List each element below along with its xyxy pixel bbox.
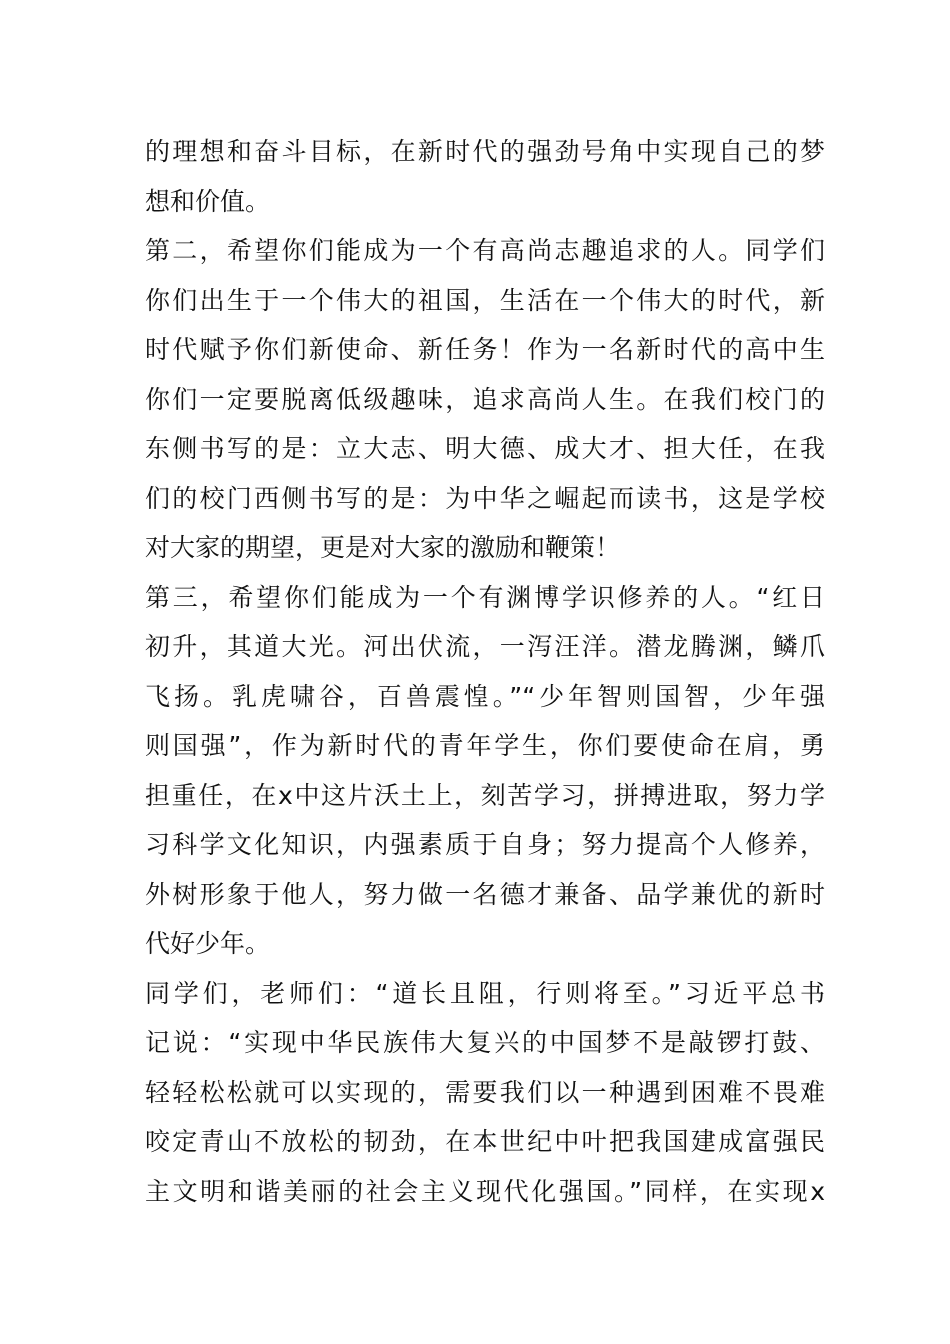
text-line: 同学们，老师们：“道长且阻，行则将至。”习近平总书: [145, 978, 825, 1008]
text-line: 则国强”，作为新时代的青年学生，你们要使命在肩，勇: [145, 731, 825, 760]
text-line: 初升，其道大光。河出伏流，一泻汪洋。潜龙腾渊，鳞爪: [145, 632, 825, 661]
text-line: 你们出生于一个伟大的祖国，生活在一个伟大的时代，新: [145, 285, 825, 315]
text-line: 对大家的期望，更是对大家的激励和鞭策！: [145, 533, 621, 562]
text-line: 担重任，在x中这片沃土上，刻苦学习，拼搏进取，努力学: [145, 780, 825, 810]
text-line: 的理想和奋斗目标，在新时代的强劲号角中实现自己的梦: [145, 137, 825, 166]
text-line: 第三，希望你们能成为一个有渊博学识修养的人。“红日: [145, 582, 825, 612]
text-line: 飞扬。乳虎啸谷，百兽震惶。”“少年智则国智，少年强: [145, 681, 825, 711]
text-line: 东侧书写的是：立大志、明大德、成大才、担大任，在我: [145, 434, 825, 463]
text-line: 时代赋予你们新使命、新任务！作为一名新时代的高中生: [145, 335, 825, 364]
text-line: 你们一定要脱离低级趣味，追求高尚人生。在我们校门的: [145, 384, 825, 414]
text-line: 第二，希望你们能成为一个有高尚志趣追求的人。同学们: [145, 236, 825, 265]
text-line: 代好少年。: [145, 929, 271, 958]
text-line: 主文明和谐美丽的社会主义现代化强国。”同样，在实现x: [145, 1176, 825, 1206]
document-body: [145, 127, 825, 1216]
text-line: 外树形象于他人，努力做一名德才兼备、品学兼优的新时: [145, 879, 825, 909]
text-line: 们的校门西侧书写的是：为中华之崛起而读书，这是学校: [145, 483, 825, 513]
text-line: 咬定青山不放松的韧劲，在本世纪中叶把我国建成富强民: [145, 1127, 825, 1156]
text-line: 轻轻松松就可以实现的，需要我们以一种遇到困难不畏难: [145, 1077, 825, 1107]
text-line: 习科学文化知识，内强素质于自身；努力提高个人修养，: [145, 830, 825, 859]
text-line: 想和价值。: [145, 186, 271, 216]
text-line: 记说：“实现中华民族伟大复兴的中国梦不是敲锣打鼓、: [145, 1028, 825, 1057]
